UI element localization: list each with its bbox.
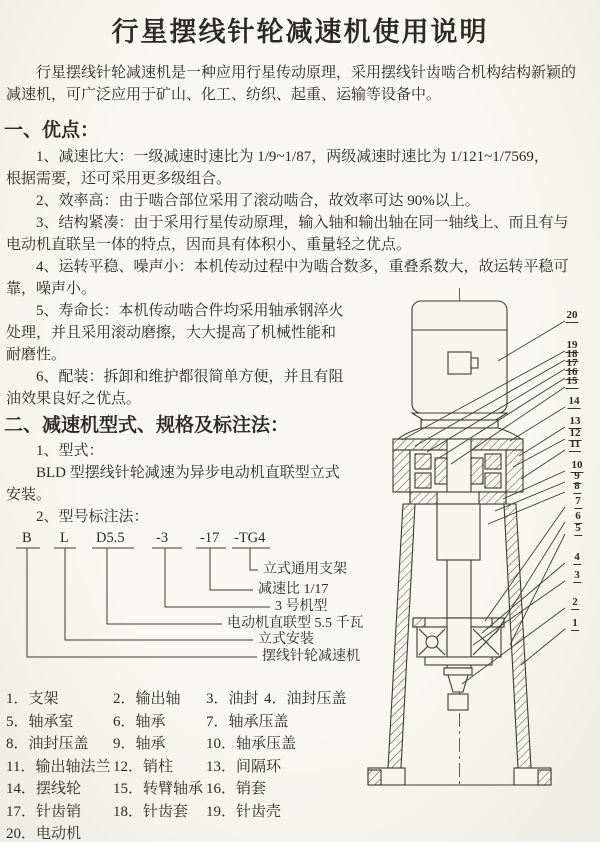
callout-number: 2 xyxy=(572,596,578,608)
part-item: 2．输出轴 xyxy=(113,691,181,707)
callout-number: 19 xyxy=(566,339,578,351)
part-item: 7．轴承压盖 xyxy=(206,713,289,730)
part-item: 4．油封压盖 xyxy=(264,691,347,707)
section-heading-spec: 二、减速机型式、规格及标注法： xyxy=(4,415,290,436)
text-line: 5、寿命长：本机传动啮合件均采用轴承钢淬火 xyxy=(36,303,344,319)
part-item: 12．销柱 xyxy=(113,758,174,775)
model-code-segment: -17 xyxy=(200,530,220,546)
part-item: 20．电动机 xyxy=(6,826,82,842)
model-code-segment: -3 xyxy=(156,530,169,546)
callout-number: 6 xyxy=(575,510,581,522)
callout-number: 14 xyxy=(568,395,580,407)
model-code-label: 摆线针轮减速机 xyxy=(262,649,360,664)
part-item: 17．针齿销 xyxy=(6,803,82,820)
model-code-label: 3 号机型 xyxy=(275,599,328,614)
text-line: 1、型式： xyxy=(36,443,104,459)
callout-number: 5 xyxy=(575,522,581,534)
model-code-label: 电动机直联型 5.5 千瓦 xyxy=(227,616,364,631)
part-item: 3．油封 xyxy=(206,691,259,707)
part-item: 10．轴承压盖 xyxy=(206,736,297,752)
part-item: 18．针齿套 xyxy=(113,803,189,820)
callout-number: 9 xyxy=(574,470,580,482)
pin-gear-housing xyxy=(393,439,523,505)
text-line: 4、运转平稳、噪声小：本机传动过程中为啮合数多，重叠系数大，故运转平稳可 xyxy=(36,259,569,275)
text-line: 2、效率高：由于啮合部位采用了滚动啮合，故效率可达 90%以上。 xyxy=(36,193,480,209)
intro-paragraph xyxy=(0,62,600,106)
text-line: 3、结构紧凑：由于采用行星传动原理，输入轴和输出轴在同一轴线上、而且有与 xyxy=(36,215,569,231)
callout-number: 10 xyxy=(571,459,583,471)
text-line: BLD 型摆线针轮减速为异步电动机直联型立式 xyxy=(36,465,340,481)
text-line: 安装。 xyxy=(6,487,52,503)
reducer-cross-section-drawing xyxy=(345,288,595,800)
callout-number: 17 xyxy=(566,357,578,369)
parts-row xyxy=(6,823,600,846)
model-code-segment: L xyxy=(60,530,69,546)
model-code-segment: -TG4 xyxy=(234,530,266,546)
callout-number: 11 xyxy=(569,438,581,450)
output-shaft-assembly xyxy=(413,504,504,710)
callout-number: 8 xyxy=(574,480,580,492)
part-item: 16．销套 xyxy=(206,781,267,797)
model-code-label: 减速比 1/17 xyxy=(258,582,329,597)
text-line: 耐磨性。 xyxy=(6,347,67,363)
part-item: 8．油封压盖 xyxy=(6,736,89,752)
text-line: 行星摆线针轮减速机是一种应用行星传动原理，采用摆线针齿啮合机构结构新颖的 xyxy=(36,65,577,81)
callout-number: 3 xyxy=(574,569,580,581)
page-title: 行星摆线针轮减速机使用说明 xyxy=(111,17,489,47)
part-item: 13．间隔环 xyxy=(206,758,282,775)
callout-number: 1 xyxy=(572,617,578,629)
callout-number: 4 xyxy=(574,551,580,563)
part-item: 14．摆线轮 xyxy=(6,781,82,797)
motor-body xyxy=(398,301,521,439)
part-item: 9．轴承 xyxy=(113,736,166,752)
text-line: 靠，噪声小。 xyxy=(6,281,97,297)
model-code-label: 立式通用支架 xyxy=(263,562,347,577)
callout-number: 15 xyxy=(566,375,578,387)
text-line: 减速机，可广泛应用于矿山、化工、纺织、起重、运输等设备中。 xyxy=(6,87,442,103)
callout-number: 18 xyxy=(566,348,578,360)
text-line: 2、型号标注法： xyxy=(36,509,149,525)
model-code-segment: B xyxy=(22,530,32,546)
part-item: 5．轴承室 xyxy=(6,713,74,730)
callout-number: 13 xyxy=(569,415,581,427)
text-line: 6、配装：拆卸和维护都很简单方便，并且有阻 xyxy=(36,369,344,385)
part-item: 1．支架 xyxy=(6,691,59,707)
model-code-label: 立式安装 xyxy=(258,632,314,647)
callout-number: 7 xyxy=(575,495,581,507)
callout-number: 20 xyxy=(566,309,578,321)
model-code-segment: D5.5 xyxy=(96,530,125,546)
text-line: 根据需要，还可采用更多级组合。 xyxy=(6,171,232,187)
text-line: 油效果良好之优点。 xyxy=(6,391,142,407)
section-heading-advantages: 一、优点： xyxy=(4,120,100,141)
parts-row xyxy=(6,801,600,824)
callout-number: 12 xyxy=(569,427,581,439)
part-item: 11．输出轴法兰 xyxy=(6,758,111,775)
part-item: 6．轴承 xyxy=(113,713,166,730)
part-item: 19．针齿壳 xyxy=(206,803,282,820)
cross-section-svg xyxy=(345,288,595,800)
text-line: 1、减速比大：一级减速时速比为 1/9~1/87，两级减速时速比为 1/121~1/7569， xyxy=(36,149,549,165)
model-code-diagram xyxy=(8,528,388,680)
text-line: 处理，并且采用滚动磨擦，大大提高了机械性能和 xyxy=(6,325,337,341)
part-item: 15．转臂轴承 xyxy=(113,781,204,797)
callout-number: 16 xyxy=(566,366,578,378)
text-line: 电动机直联呈一体的特点，因而具有体积小、重量轻之优点。 xyxy=(6,237,412,253)
